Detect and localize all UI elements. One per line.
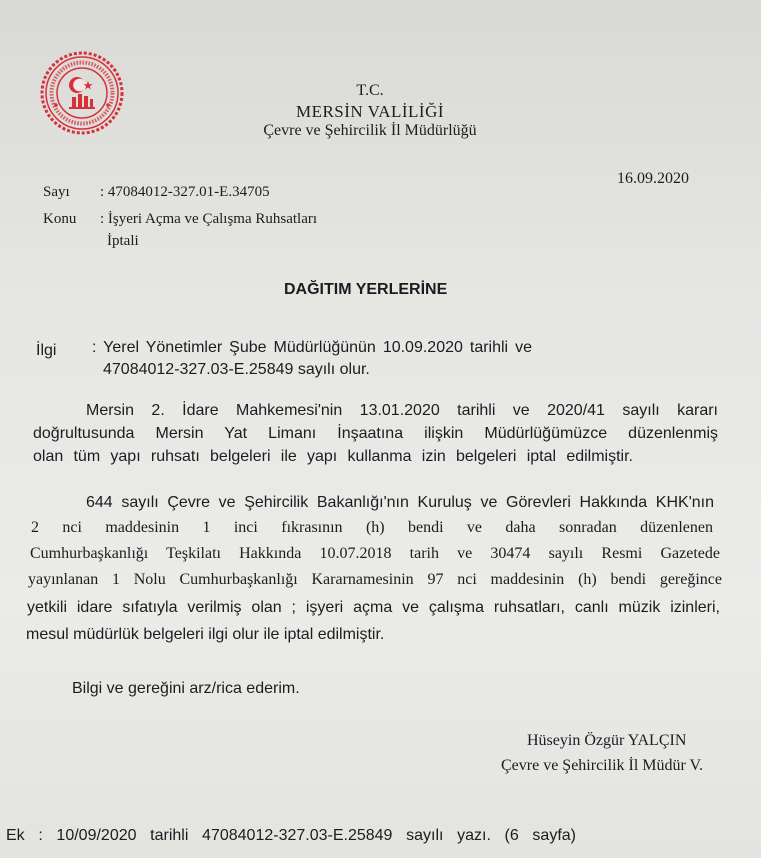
konu-label: Konu [43, 211, 77, 227]
attachment-line: Ek : 10/09/2020 tarihli 47084012-327.03-E.25849 sayılı yazı. (6 sayfa) [6, 827, 576, 844]
paragraph-2-line-5: yetkili idare sıfatıyla verilmiş olan ; işyeri açma ve çalışma ruhsatları, canlı müzik izinleri, [27, 599, 720, 616]
header-directorate: Çevre ve Şehircilik İl Müdürlüğü [263, 122, 477, 139]
ilgi-line-2: 47084012-327.03-E.25849 sayılı olur. [103, 361, 370, 378]
header-tc: T.C. [356, 82, 384, 99]
header-governorate: MERSİN VALİLİĞİ [295, 102, 445, 121]
paragraph-2-line-2: 2 nci maddesinin 1 inci fıkrasının (h) bendi ve daha sonradan düzenlenen [31, 519, 713, 536]
ilgi-line-1: : Yerel Yönetimler Şube Müdürlüğünün 10.09.2020 tarihli ve [92, 339, 532, 356]
konu-value-line-1: : İşyeri Açma ve Çalışma Ruhsatları [100, 211, 318, 227]
sayi-label: Sayı [43, 184, 70, 200]
document-date: 16.09.2020 [617, 170, 689, 187]
closing-line: Bilgi ve gereğini arz/rica ederim. [72, 680, 300, 697]
paragraph-2-line-1: 644 sayılı Çevre ve Şehircilik Bakanlığı'nın Kuruluş ve Görevleri Hakkında KHK'nın [86, 494, 714, 511]
paragraph-1-line-2: doğrultusunda Mersin Yat Limanı İnşaatına ilişkin Müdürlüğümüzce düzenlenmiş [33, 425, 718, 442]
paragraph-1-line-3: olan tüm yapı ruhsatı belgeleri ile yapı kullanma izin belgeleri iptal edilmiştir. [33, 448, 633, 465]
paragraph-2-line-6: mesul müdürlük belgeleri ilgi olur ile iptal edilmiştir. [26, 626, 385, 643]
ilgi-label: İlgi [36, 342, 57, 359]
paragraph-1-line-1: Mersin 2. İdare Mahkemesi'nin 13.01.2020 tarihli ve 2020/41 sayılı kararı [86, 402, 718, 419]
signatory-name: Hüseyin Özgür YALÇIN [527, 732, 687, 749]
ministry-seal-icon [36, 50, 128, 136]
paragraph-2-line-3: Cumhurbaşkanlığı Teşkilatı Hakkında 10.07.2018 tarih ve 30474 sayılı Resmi Gazetede [30, 545, 720, 562]
paragraph-2-line-4: yayınlanan 1 Nolu Cumhurbaşkanlığı Kararnamesinin 97 nci maddesinin (h) bendi gereğince [28, 571, 722, 588]
konu-value-line-2: İptali [107, 233, 139, 249]
signatory-title: Çevre ve Şehircilik İl Müdür V. [501, 757, 704, 774]
sayi-value: : 47084012-327.01-E.34705 [100, 184, 270, 200]
distribution-title: DAĞITIM YERLERİNE [284, 281, 448, 298]
